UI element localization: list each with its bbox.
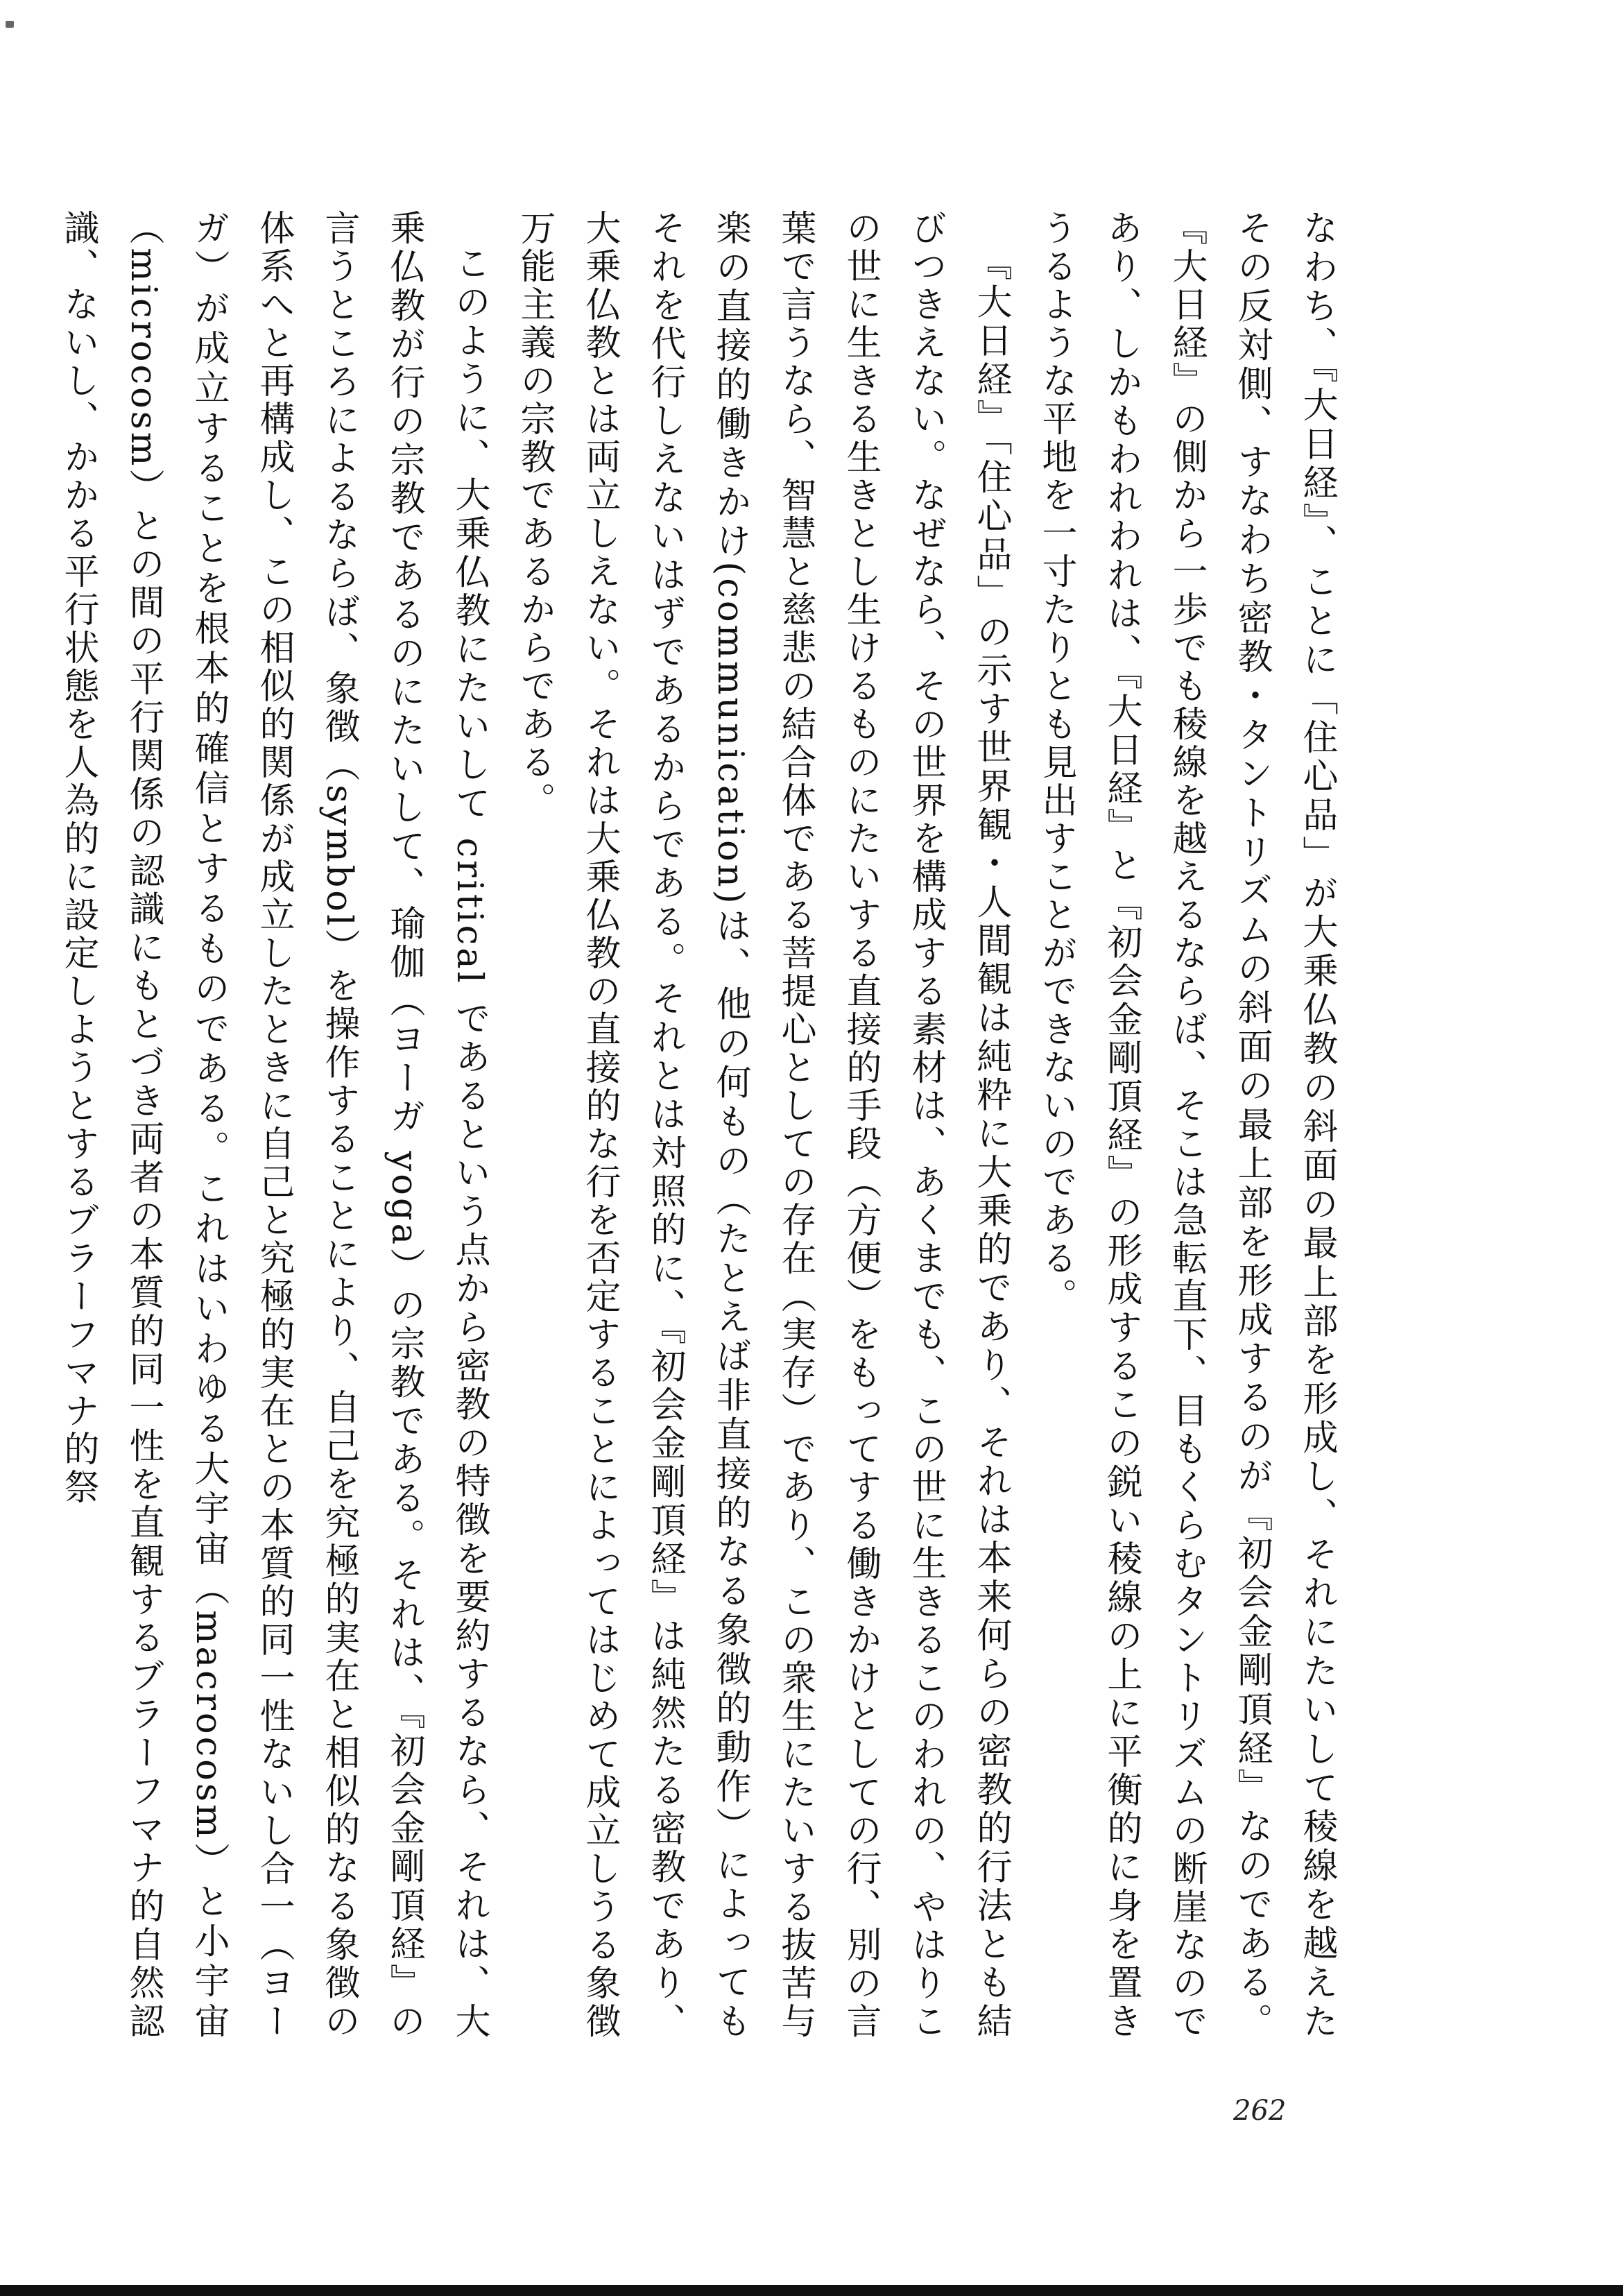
- body-text: [58, 209, 1349, 2041]
- page-number: 262: [1233, 2095, 1287, 2127]
- paragraph-yoga: このように、大乗仏教にたいして critical であるという点から密教の特徴を要約するなら、それは、大乗仏教が行の宗教であるのにたいして、瑜伽（ヨーガ yoga）の宗教である。それは、『初会金剛頂経』の言うところによるならば、象徴（symbol）を操作することにより、自己を究極的実在と相似的なる象徴の体系へと再構成し、この相似的関係が成立したときに自己と究極的実在との本質的同一性ないし合一（ヨーガ）が成立することを根本的確信とするものである。これはいわゆる大宇宙（macrocosm）と小宇宙（microcosm）との間の平行関係の認識にもとづき両者の本質的同一性を直観するブラーフマナ的自然認識、ないし、かかる平行状態を人為的に設定しようとするブラーフマナ的祭: [58, 209, 490, 2041]
- paragraph-mahavairocana: 『大日経』「住心品」の示す世界観・人間観は純粋に大乗的であり、それは本来何らの密教的行法とも結びつきえない。なぜなら、その世界を構成する素材は、あくまでも、この世に生きるこのわれの、やはりこの世に生きる生きとし生けるものにたいする直接的手段（方便）をもってする働きかけとしての行、別の言葉で言うなら、智慧と慈悲の結合体である菩提心としての存在（実存）であり、この衆生にたいする抜苦与楽の直接的働きかけ(communication)は、他の何もの（たとえば非直接的なる象徴的動作）によってもそれを代行しえないはずであるからである。それとは対照的に、『初会金剛頂経』は純然たる密教であり、大乗仏教とは両立しえない。それは大乗仏教の直接的な行を否定することによってはじめて成立しうる象徴万能主義の宗教であるからである。: [514, 209, 1011, 2041]
- paragraph-continuation: なわち、『大日経』、ことに「住心品」が大乗仏教の斜面の最上部を形成し、それにたいして稜線を越えたその反対側、すなわち密教・タントリズムの斜面の最上部を形成するのが『初会金剛頂経』なのである。『大日経』の側から一歩でも稜線を越えるならば、そこは急転直下、目もくらむタントリズムの断崖なのであり、しかもわれわれは、『大日経』と『初会金剛頂経』の形成するこの鋭い稜線の上に平衡的に身を置きうるような平地を一寸たりとも見出すことができないのである。: [1036, 209, 1337, 2041]
- bottom-border: [0, 2285, 1623, 2296]
- scan-artifact: [6, 21, 14, 28]
